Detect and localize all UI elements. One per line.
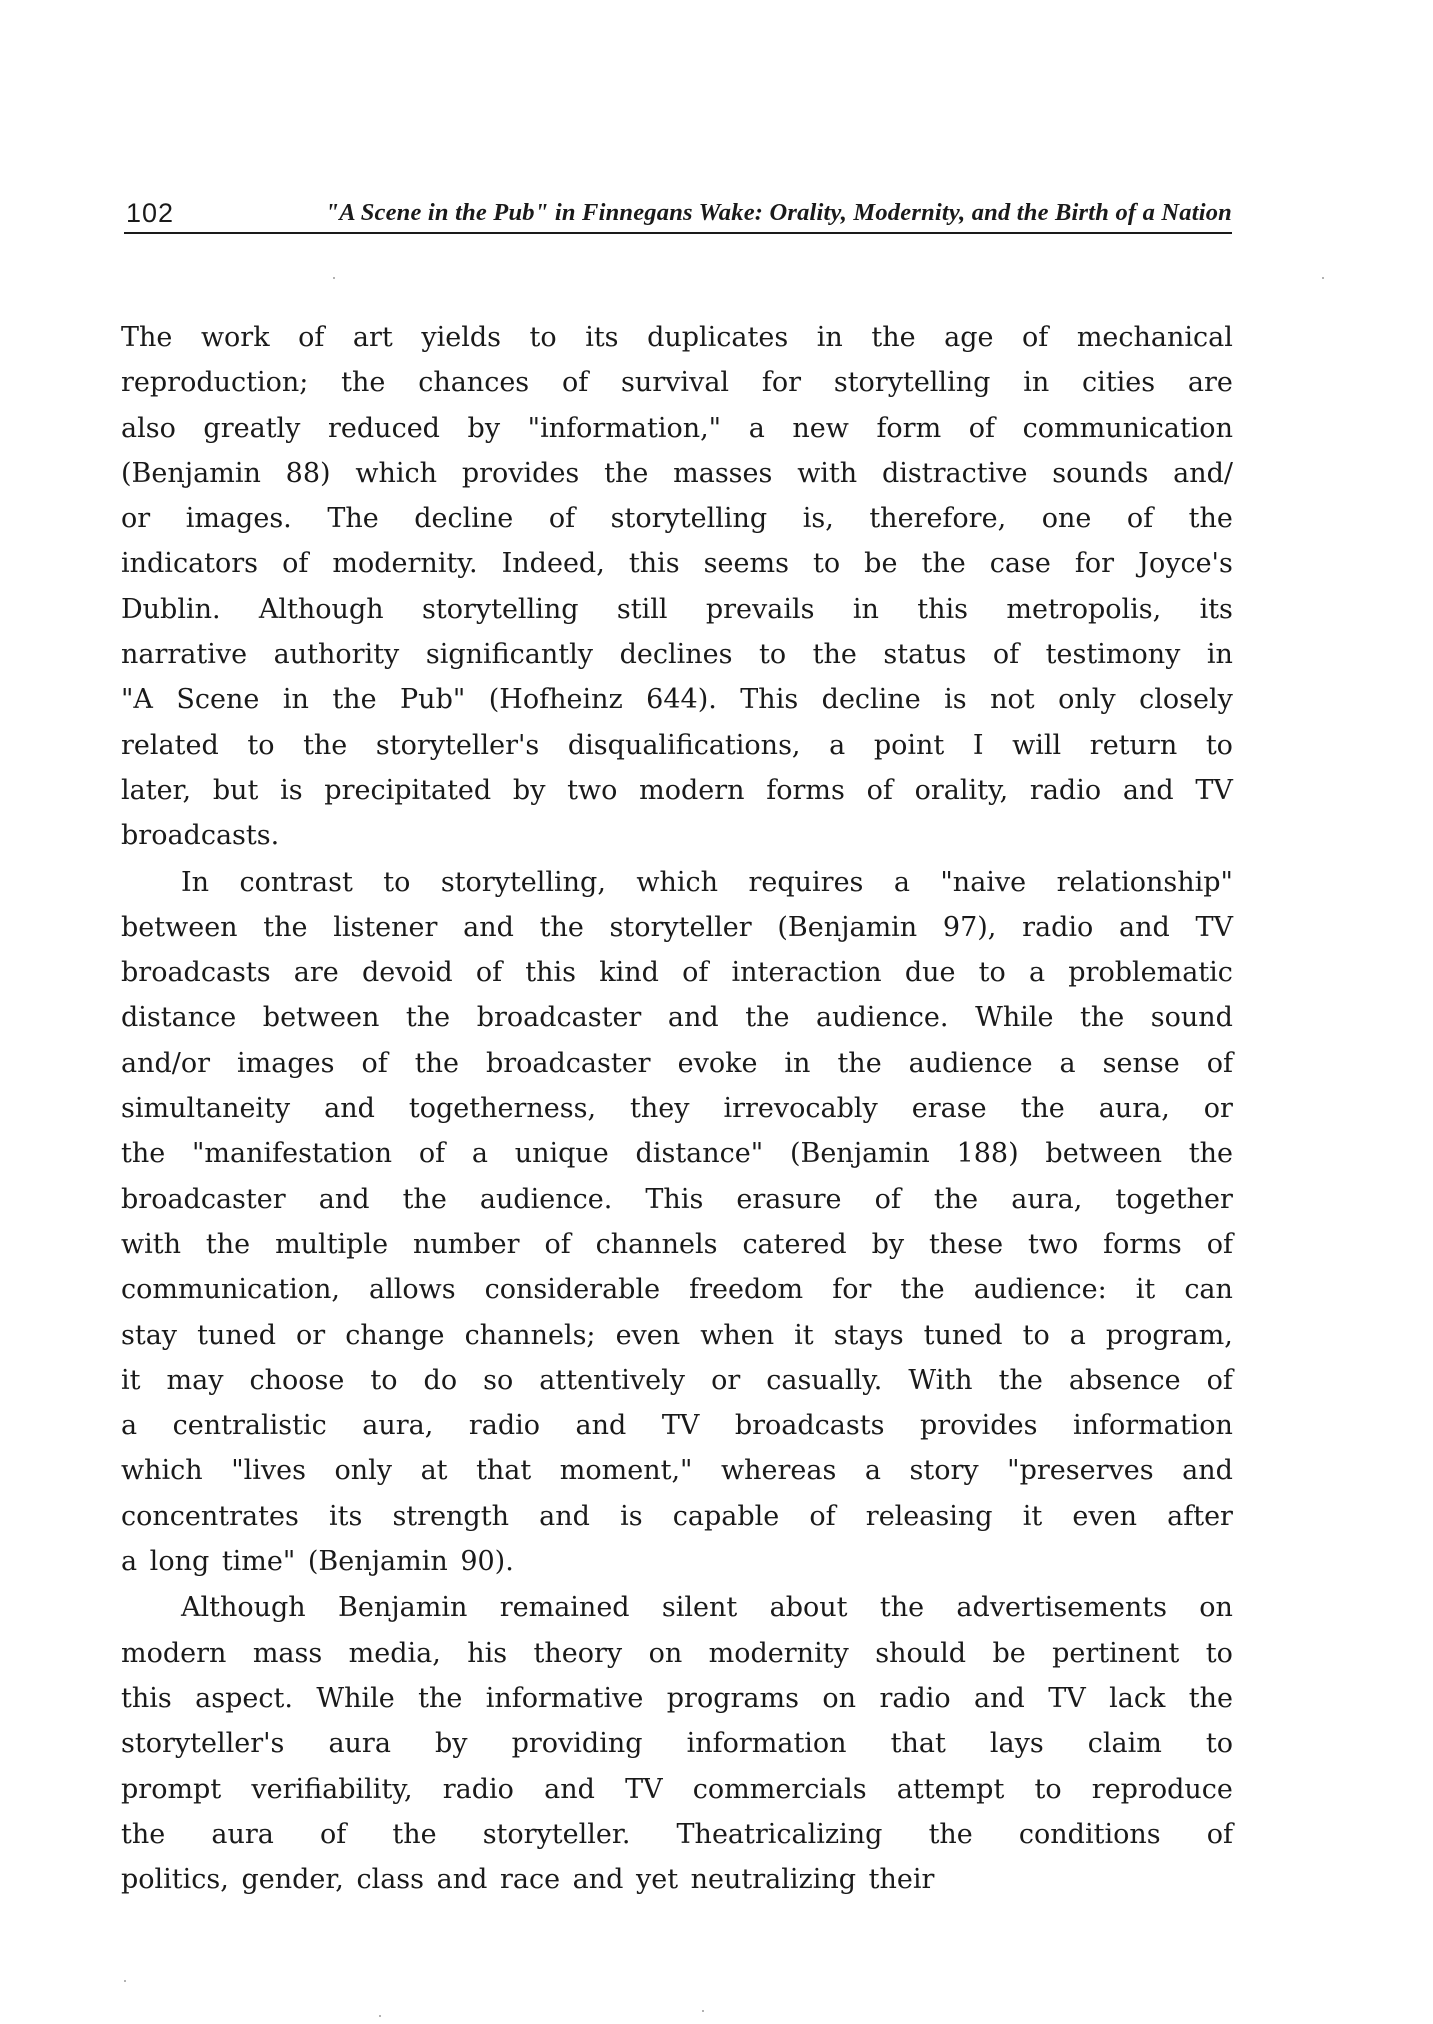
text-line: narrative authority significantly declines to the status of testimony in [121, 639, 1233, 671]
scan-speck [1322, 277, 1324, 279]
scan-speck [379, 2015, 381, 2017]
running-header [124, 186, 1232, 234]
text-line: this aspect. While the informative programs on radio and TV lack the [121, 1682, 1233, 1714]
text-line: simultaneity and togetherness, they irrevocably erase the aura, or [121, 1093, 1233, 1125]
text-line: a long time" (Benjamin 90). [121, 1546, 514, 1578]
text-line: broadcasts are devoid of this kind of interaction due to a problematic [121, 957, 1233, 989]
scan-speck [702, 2010, 704, 2012]
body-text [121, 315, 1233, 1902]
text-line: prompt verifiability, radio and TV commercials attempt to reproduce [121, 1773, 1233, 1805]
scan-speck [333, 277, 335, 279]
text-line: Dublin. Although storytelling still prevails in this metropolis, its [121, 593, 1233, 625]
text-line: stay tuned or change channels; even when it stays tuned to a program, [121, 1319, 1233, 1351]
text-line: The work of art yields to its duplicates in the age of mechanical [121, 322, 1233, 353]
text-line: the aura of the storyteller. Theatricalizing the conditions of [121, 1818, 1233, 1850]
text-line: also greatly reduced by "information," a new form of communication [121, 412, 1233, 444]
running-title: "A Scene in the Pub" in Finnegans Wake: Orality, Modernity, and the Birth of a Nation [325, 199, 1232, 226]
text-line: reproduction; the chances of survival for storytelling in cities are [121, 367, 1233, 399]
text-line: and/or images of the broadcaster evoke in the audience a sense of [121, 1047, 1233, 1079]
text-line: communication, allows considerable freedom for the audience: it can [121, 1274, 1233, 1306]
text-line: between the listener and the storyteller (Benjamin 97), radio and TV [121, 911, 1233, 943]
text-line: the "manifestation of a unique distance" (Benjamin 188) between the [121, 1138, 1233, 1170]
text-line: which "lives only at that moment," whereas a story "preserves and [121, 1455, 1233, 1487]
text-line: (Benjamin 88) which provides the masses with distractive sounds and/ [121, 457, 1233, 489]
text-line: broadcasts. [121, 820, 280, 852]
text-line: indicators of modernity. Indeed, this seems to be the case for Joyce's [121, 548, 1233, 580]
text-line: politics, gender, class and race and yet neutralizing their [121, 1864, 935, 1896]
text-line: Although Benjamin remained silent about the advertisements on [181, 1592, 1233, 1624]
text-line: distance between the broadcaster and the audience. While the sound [121, 1002, 1233, 1034]
text-line: or images. The decline of storytelling is, therefore, one of the [121, 503, 1233, 535]
text-line: a centralistic aura, radio and TV broadcasts provides information [121, 1410, 1233, 1442]
text-line: concentrates its strength and is capable of releasing it even after [121, 1500, 1233, 1532]
text-line: storyteller's aura by providing information that lays claim to [121, 1728, 1233, 1760]
text-line: related to the storyteller's disqualifications, a point I will return to [121, 729, 1233, 761]
scan-speck [124, 1980, 126, 1982]
text-line: "A Scene in the Pub" (Hofheinz 644). This decline is not only closely [121, 684, 1233, 716]
page-number: 102 [126, 198, 175, 228]
text-line: modern mass media, his theory on modernity should be pertinent to [121, 1637, 1233, 1669]
text-line: broadcaster and the audience. This erasure of the aura, together [121, 1183, 1233, 1215]
text-line: with the multiple number of channels catered by these two forms of [121, 1228, 1233, 1260]
text-line: later, but is precipitated by two modern forms of orality, radio and TV [121, 774, 1233, 806]
text-line: it may choose to do so attentively or casually. With the absence of [121, 1364, 1233, 1396]
text-line: In contrast to storytelling, which requires a "naive relationship" [181, 866, 1233, 898]
